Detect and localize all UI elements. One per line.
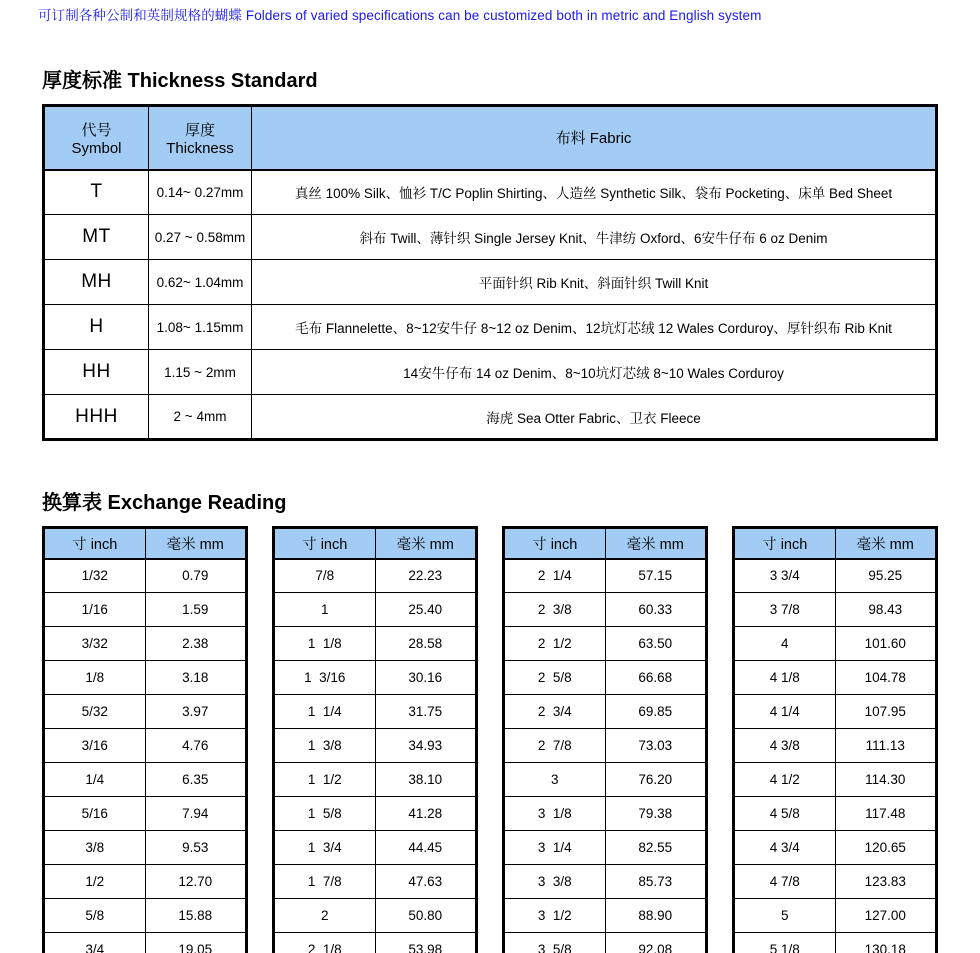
mm-value-cell: 30.16 — [375, 661, 477, 695]
mm-value-cell: 92.08 — [605, 933, 707, 953]
mm-value-cell: 66.68 — [605, 661, 707, 695]
thickness-table — [42, 104, 938, 441]
inch-value-cell: 5 — [734, 899, 836, 933]
inch-value-cell: 3 1/4 — [504, 831, 606, 865]
thickness-row — [44, 395, 937, 440]
symbol-cell: H — [44, 305, 149, 350]
exchange-header-row — [274, 528, 477, 559]
inch-value-cell: 3 1/2 — [504, 899, 606, 933]
mm-value-cell: 25.40 — [375, 593, 477, 627]
mm-value-cell: 19.05 — [145, 933, 247, 953]
mm-value-cell: 130.18 — [835, 933, 937, 953]
mm-value-cell: 6.35 — [145, 763, 247, 797]
inch-value-cell: 4 3/4 — [734, 831, 836, 865]
fabric-cell: 毛布 Flannelette、8~12安牛仔 8~12 oz Denim、12坑灯芯绒 12 Wales Corduroy、厚针织布 Rib Knit — [252, 305, 937, 350]
mm-value-cell: 104.78 — [835, 661, 937, 695]
symbol-column-header — [44, 106, 149, 170]
exchange-row — [734, 593, 937, 627]
inch-value-cell: 1 3/4 — [274, 831, 376, 865]
mm-value-cell: 79.38 — [605, 797, 707, 831]
mm-value-cell: 114.30 — [835, 763, 937, 797]
exchange-row — [504, 865, 707, 899]
symbol-cell: MT — [44, 215, 149, 260]
exchange-row — [44, 695, 247, 729]
exchange-row — [274, 797, 477, 831]
top-note: 可订制各种公制和英制规格的蝴蝶 Folders of varied specifications can be customized both in metric and English system — [38, 8, 762, 23]
exchange-row — [44, 729, 247, 763]
mm-value-cell: 85.73 — [605, 865, 707, 899]
symbol-header-zh: 代号 — [81, 121, 112, 139]
exchange-tables-row — [42, 526, 938, 953]
inch-value-cell: 2 3/4 — [504, 695, 606, 729]
inch-value-cell: 4 1/2 — [734, 763, 836, 797]
exchange-row — [274, 933, 477, 953]
inch-value-cell: 1/2 — [44, 865, 146, 899]
exchange-row — [504, 661, 707, 695]
mm-value-cell: 7.94 — [145, 797, 247, 831]
mm-value-cell: 63.50 — [605, 627, 707, 661]
mm-value-cell: 57.15 — [605, 559, 707, 593]
thickness-cell: 0.62~ 1.04mm — [149, 260, 252, 305]
exchange-row — [274, 763, 477, 797]
exchange-row — [44, 559, 247, 593]
inch-value-cell: 2 5/8 — [504, 661, 606, 695]
mm-value-cell: 22.23 — [375, 559, 477, 593]
fabric-cell: 14安牛仔布 14 oz Denim、8~10坑灯芯绒 8~10 Wales Corduroy — [252, 350, 937, 395]
inch-value-cell: 3/16 — [44, 729, 146, 763]
mm-value-cell: 1.59 — [145, 593, 247, 627]
exchange-row — [274, 661, 477, 695]
inch-column-header: 寸 inch — [44, 528, 146, 559]
mm-value-cell: 82.55 — [605, 831, 707, 865]
exchange-row — [504, 593, 707, 627]
mm-value-cell: 34.93 — [375, 729, 477, 763]
mm-value-cell: 0.79 — [145, 559, 247, 593]
exchange-header-row — [504, 528, 707, 559]
inch-value-cell: 1/8 — [44, 661, 146, 695]
thickness-row — [44, 215, 937, 260]
symbol-cell: HHH — [44, 395, 149, 440]
symbol-cell: MH — [44, 260, 149, 305]
exchange-table-body — [504, 559, 707, 953]
thickness-row — [44, 305, 937, 350]
mm-value-cell: 127.00 — [835, 899, 937, 933]
inch-value-cell: 2 7/8 — [504, 729, 606, 763]
fabric-column-header: 布料 Fabric — [252, 106, 937, 170]
exchange-table — [502, 526, 708, 953]
exchange-row — [44, 865, 247, 899]
mm-value-cell: 9.53 — [145, 831, 247, 865]
inch-value-cell: 2 1/8 — [274, 933, 376, 953]
fabric-cell: 海虎 Sea Otter Fabric、卫衣 Fleece — [252, 395, 937, 440]
inch-value-cell: 4 3/8 — [734, 729, 836, 763]
exchange-table — [732, 526, 938, 953]
thickness-column-header — [149, 106, 252, 170]
exchange-row — [504, 729, 707, 763]
exchange-row — [734, 797, 937, 831]
inch-value-cell: 1 — [274, 593, 376, 627]
inch-value-cell: 5 1/8 — [734, 933, 836, 953]
fabric-cell: 斜布 Twill、薄针织 Single Jersey Knit、牛津纺 Oxford、6安牛仔布 6 oz Denim — [252, 215, 937, 260]
exchange-row — [274, 831, 477, 865]
exchange-row — [504, 559, 707, 593]
mm-column-header: 毫米 mm — [145, 528, 247, 559]
exchange-row — [734, 627, 937, 661]
mm-column-header: 毫米 mm — [375, 528, 477, 559]
exchange-row — [44, 593, 247, 627]
exchange-row — [734, 729, 937, 763]
mm-value-cell: 3.18 — [145, 661, 247, 695]
exchange-row — [734, 865, 937, 899]
inch-column-header: 寸 inch — [504, 528, 606, 559]
symbol-cell: T — [44, 170, 149, 215]
thickness-cell: 1.15 ~ 2mm — [149, 350, 252, 395]
mm-value-cell: 47.63 — [375, 865, 477, 899]
mm-value-cell: 123.83 — [835, 865, 937, 899]
inch-value-cell: 1 1/8 — [274, 627, 376, 661]
mm-value-cell: 44.45 — [375, 831, 477, 865]
fabric-cell: 平面针织 Rib Knit、斜面针织 Twill Knit — [252, 260, 937, 305]
exchange-row — [504, 763, 707, 797]
inch-value-cell: 3 — [504, 763, 606, 797]
exchange-row — [274, 899, 477, 933]
inch-value-cell: 1 3/16 — [274, 661, 376, 695]
mm-value-cell: 50.80 — [375, 899, 477, 933]
exchange-table-body — [44, 559, 247, 953]
thickness-cell: 1.08~ 1.15mm — [149, 305, 252, 350]
inch-value-cell: 3 3/4 — [734, 559, 836, 593]
inch-value-cell: 4 5/8 — [734, 797, 836, 831]
thickness-row — [44, 170, 937, 215]
thickness-row — [44, 260, 937, 305]
thickness-cell: 2 ~ 4mm — [149, 395, 252, 440]
mm-value-cell: 69.85 — [605, 695, 707, 729]
inch-value-cell: 5/16 — [44, 797, 146, 831]
mm-column-header: 毫米 mm — [605, 528, 707, 559]
inch-value-cell: 3 5/8 — [504, 933, 606, 953]
exchange-row — [504, 899, 707, 933]
inch-value-cell: 3/32 — [44, 627, 146, 661]
exchange-table — [42, 526, 248, 953]
inch-value-cell: 1/4 — [44, 763, 146, 797]
exchange-table-body — [734, 559, 937, 953]
inch-value-cell: 3 3/8 — [504, 865, 606, 899]
mm-value-cell: 38.10 — [375, 763, 477, 797]
exchange-row — [44, 831, 247, 865]
exchange-row — [274, 627, 477, 661]
mm-value-cell: 98.43 — [835, 593, 937, 627]
thickness-header-row — [44, 106, 937, 170]
exchange-row — [274, 729, 477, 763]
mm-value-cell: 95.25 — [835, 559, 937, 593]
mm-value-cell: 4.76 — [145, 729, 247, 763]
exchange-row — [734, 661, 937, 695]
exchange-row — [274, 593, 477, 627]
mm-value-cell: 2.38 — [145, 627, 247, 661]
exchange-row — [44, 899, 247, 933]
inch-value-cell: 1 7/8 — [274, 865, 376, 899]
exchange-header-row — [734, 528, 937, 559]
thickness-section-title: 厚度标准 Thickness Standard — [42, 70, 318, 92]
mm-value-cell: 107.95 — [835, 695, 937, 729]
thickness-header-zh: 厚度 — [184, 121, 215, 139]
inch-value-cell: 7/8 — [274, 559, 376, 593]
mm-value-cell: 76.20 — [605, 763, 707, 797]
mm-value-cell: 3.97 — [145, 695, 247, 729]
exchange-table — [272, 526, 478, 953]
inch-value-cell: 1/32 — [44, 559, 146, 593]
mm-value-cell: 53.98 — [375, 933, 477, 953]
exchange-row — [734, 899, 937, 933]
thickness-row — [44, 350, 937, 395]
mm-value-cell: 31.75 — [375, 695, 477, 729]
mm-value-cell: 12.70 — [145, 865, 247, 899]
mm-value-cell: 101.60 — [835, 627, 937, 661]
exchange-row — [734, 933, 937, 953]
mm-value-cell: 111.13 — [835, 729, 937, 763]
fabric-cell: 真丝 100% Silk、恤衫 T/C Poplin Shirting、人造丝 Synthetic Silk、袋布 Pocketing、床单 Bed Sheet — [252, 170, 937, 215]
inch-column-header: 寸 inch — [734, 528, 836, 559]
thickness-header-en: Thickness — [166, 139, 234, 157]
symbol-header-en: Symbol — [71, 139, 122, 157]
inch-value-cell: 2 3/8 — [504, 593, 606, 627]
thickness-table-body — [44, 170, 937, 440]
inch-value-cell: 4 — [734, 627, 836, 661]
exchange-section-title: 换算表 Exchange Reading — [42, 492, 287, 514]
exchange-row — [734, 695, 937, 729]
mm-value-cell: 73.03 — [605, 729, 707, 763]
mm-value-cell: 60.33 — [605, 593, 707, 627]
inch-column-header: 寸 inch — [274, 528, 376, 559]
exchange-row — [274, 865, 477, 899]
inch-value-cell: 2 — [274, 899, 376, 933]
inch-value-cell: 5/32 — [44, 695, 146, 729]
exchange-header-row — [44, 528, 247, 559]
exchange-row — [504, 695, 707, 729]
exchange-row — [734, 831, 937, 865]
exchange-row — [504, 933, 707, 953]
inch-value-cell: 4 1/8 — [734, 661, 836, 695]
exchange-row — [734, 763, 937, 797]
exchange-row — [504, 627, 707, 661]
inch-value-cell: 1 3/8 — [274, 729, 376, 763]
inch-value-cell: 2 1/4 — [504, 559, 606, 593]
mm-value-cell: 41.28 — [375, 797, 477, 831]
thickness-cell: 0.27 ~ 0.58mm — [149, 215, 252, 260]
mm-value-cell: 117.48 — [835, 797, 937, 831]
exchange-row — [44, 661, 247, 695]
mm-column-header: 毫米 mm — [835, 528, 937, 559]
inch-value-cell: 4 7/8 — [734, 865, 836, 899]
inch-value-cell: 3/4 — [44, 933, 146, 953]
symbol-cell: HH — [44, 350, 149, 395]
mm-value-cell: 28.58 — [375, 627, 477, 661]
exchange-row — [44, 797, 247, 831]
inch-value-cell: 1/16 — [44, 593, 146, 627]
inch-value-cell: 2 1/2 — [504, 627, 606, 661]
mm-value-cell: 15.88 — [145, 899, 247, 933]
mm-value-cell: 88.90 — [605, 899, 707, 933]
exchange-row — [274, 695, 477, 729]
thickness-cell: 0.14~ 0.27mm — [149, 170, 252, 215]
exchange-row — [44, 627, 247, 661]
exchange-row — [504, 797, 707, 831]
exchange-row — [504, 831, 707, 865]
inch-value-cell: 1 1/2 — [274, 763, 376, 797]
exchange-table-body — [274, 559, 477, 953]
inch-value-cell: 1 1/4 — [274, 695, 376, 729]
mm-value-cell: 120.65 — [835, 831, 937, 865]
inch-value-cell: 1 5/8 — [274, 797, 376, 831]
exchange-row — [44, 933, 247, 953]
inch-value-cell: 4 1/4 — [734, 695, 836, 729]
inch-value-cell: 3 7/8 — [734, 593, 836, 627]
exchange-row — [734, 559, 937, 593]
exchange-row — [44, 763, 247, 797]
inch-value-cell: 3/8 — [44, 831, 146, 865]
inch-value-cell: 3 1/8 — [504, 797, 606, 831]
exchange-row — [274, 559, 477, 593]
inch-value-cell: 5/8 — [44, 899, 146, 933]
